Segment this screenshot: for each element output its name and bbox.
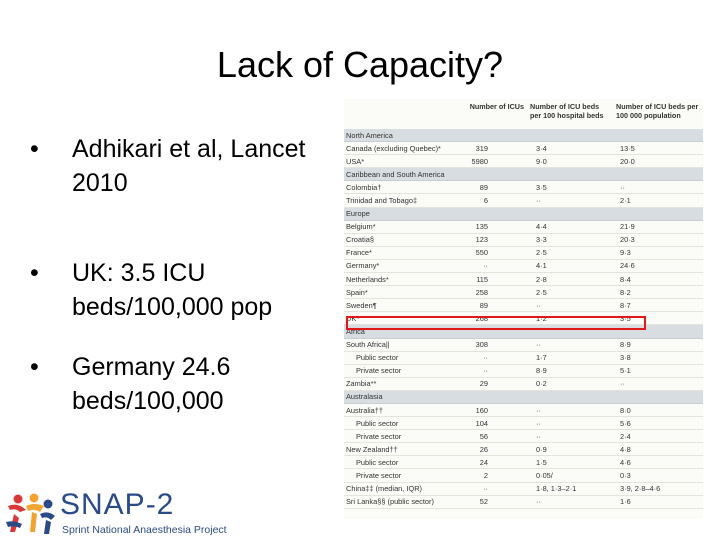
table-cell: USA* [344,155,452,168]
table-cell: 9·3 [614,246,703,259]
table-cell: 0·05/ [528,469,614,482]
table-cell: 308 [452,338,528,351]
snap2-logo [4,488,234,538]
table-cell: 8·9 [614,338,703,351]
table-cell: 5·6 [614,417,703,430]
table-row [344,286,703,299]
table-cell: 21·9 [614,220,703,233]
table-cell: ·· [614,377,703,390]
bullet-text: Adhikari et al, Lancet 2010 [72,135,306,197]
table-cell: 89 [452,181,528,194]
table-row [344,194,703,207]
table-cell: Australasia [344,390,703,403]
table-cell: ·· [528,299,614,312]
table-cell: 550 [452,246,528,259]
table-cell: 24·6 [614,259,703,272]
table-cell: 29 [452,377,528,390]
table-row [344,403,703,416]
table-cell: 3·3 [528,233,614,246]
table-cell: Belgium* [344,220,452,233]
table-cell: ·· [452,351,528,364]
table-cell: New Zealand†† [344,443,452,456]
table-cell: ·· [528,417,614,430]
table-cell: 56 [452,430,528,443]
table-row [344,377,703,390]
table-row [344,364,703,377]
table-cell: 160 [452,403,528,416]
table-cell: 4·8 [614,443,703,456]
table-cell: Colombia† [344,181,452,194]
table-cell: Zambia** [344,377,452,390]
table-cell: 26 [452,443,528,456]
table-cell: ·· [528,495,614,508]
table-cell: 0·9 [528,443,614,456]
table-cell: 8·4 [614,273,703,286]
table-cell: Canada (excluding Quebec)* [344,142,452,155]
table-cell: 89 [452,299,528,312]
table-cell: 115 [452,273,528,286]
table-row [344,495,703,508]
table-cell: 2·4 [614,430,703,443]
region-row [344,129,703,142]
region-row [344,168,703,181]
table-cell: Caribbean and South America [344,168,703,181]
table-cell: 1·5 [528,456,614,469]
table-cell: 1·8, 1·3–2·1 [528,482,614,495]
table-cell: 5·1 [614,364,703,377]
table-cell: Private sector [344,469,452,482]
table-cell: Germany* [344,259,452,272]
icu-capacity-table [344,99,703,519]
table-row [344,482,703,495]
table-cell: Sri Lanka§§ (public sector) [344,495,452,508]
table-header-row [344,99,703,129]
table-cell: 319 [452,142,528,155]
table-cell: 1·7 [528,351,614,364]
table-cell: Sweden¶ [344,299,452,312]
table-cell: Public sector [344,417,452,430]
table-cell: 8·2 [614,286,703,299]
table-cell: 0·2 [528,377,614,390]
logo-subtitle: Sprint National Anaesthesia Project [62,524,227,536]
table-row [344,299,703,312]
table-row [344,338,703,351]
table-cell: ·· [452,482,528,495]
slide-title: Lack of Capacity? [216,44,504,85]
table-cell: 3·5 [614,312,703,325]
table-cell: Public sector [344,456,452,469]
table-cell: 0·3 [614,469,703,482]
people-figures-icon [4,492,56,536]
table-cell: 2·8 [528,273,614,286]
table-cell: 2·5 [528,286,614,299]
table-row [344,142,703,155]
table-row [344,220,703,233]
table-cell: Private sector [344,430,452,443]
table-cell: North America [344,129,703,142]
table-cell: 8·7 [614,299,703,312]
table-row [344,456,703,469]
table-cell: ·· [528,338,614,351]
table-row [344,351,703,364]
table-row [344,273,703,286]
table-cell: 2·5 [528,246,614,259]
bullet-dot: • [30,135,39,163]
table-cell: Private sector [344,364,452,377]
table-row [344,233,703,246]
table-cell: 20·0 [614,155,703,168]
bullet-dot: • [30,353,39,381]
table-cell: Croatia§ [344,233,452,246]
table-row [344,443,703,456]
table-cell: 104 [452,417,528,430]
table-cell: Public sector [344,351,452,364]
bullet-text: UK: 3.5 ICU beds/100,000 pop [72,259,273,321]
table-row [344,417,703,430]
table-cell: China‡‡ (median, IQR) [344,482,452,495]
region-row [344,390,703,403]
table-row [344,430,703,443]
table-cell: Africa [344,325,703,338]
table-cell: 8·9 [528,364,614,377]
table-cell: 135 [452,220,528,233]
table-cell: South Africa|| [344,338,452,351]
table-cell: 5980 [452,155,528,168]
table-cell: Spain* [344,286,452,299]
table-cell: ·· [528,403,614,416]
table-cell: 13·5 [614,142,703,155]
table-cell: 8·0 [614,403,703,416]
table-cell: France* [344,246,452,259]
table-cell: 6 [452,194,528,207]
table-row [344,469,703,482]
table-cell: 52 [452,495,528,508]
table-cell: 3·9, 2·8–4·6 [614,482,703,495]
icu-table [344,99,703,509]
table-header: Number of ICU beds per 100 hospital beds [530,102,604,120]
table-header: Number of ICUs [469,102,524,111]
table-row [344,181,703,194]
logo-name: SNAP-2 [60,488,175,521]
table-cell: 2·1 [614,194,703,207]
bullet-text: Germany 24.6 beds/100,000 [72,353,231,415]
table-cell: 9·0 [528,155,614,168]
uk-row-highlight [346,316,646,330]
table-cell: 1·6 [614,495,703,508]
table-cell: 3·4 [528,142,614,155]
table-cell: Netherlands* [344,273,452,286]
table-cell: ·· [528,430,614,443]
table-cell: 123 [452,233,528,246]
table-header [344,99,452,129]
bullet-dot: • [30,259,39,287]
table-cell: 258 [452,286,528,299]
table-row [344,155,703,168]
table-cell: ·· [452,259,528,272]
table-cell: 3·8 [614,351,703,364]
table-cell: 4·6 [614,456,703,469]
table-cell: ·· [452,364,528,377]
table-cell: 3·5 [528,181,614,194]
table-cell: 1·2 [528,312,614,325]
table-cell: 4·4 [528,220,614,233]
table-cell: ·· [528,194,614,207]
table-cell: Australia†† [344,403,452,416]
region-row [344,207,703,220]
table-cell: ·· [614,181,703,194]
table-cell: Trinidad and Tobago‡ [344,194,452,207]
table-cell: 268 [452,312,528,325]
table-row [344,259,703,272]
table-cell: Europe [344,207,703,220]
table-cell: 2 [452,469,528,482]
table-header: Number of ICU beds per 100 000 population [616,102,699,120]
table-cell: 4·1 [528,259,614,272]
table-cell: UK* [344,312,452,325]
table-cell: 24 [452,456,528,469]
table-row [344,246,703,259]
table-cell: 20·3 [614,233,703,246]
